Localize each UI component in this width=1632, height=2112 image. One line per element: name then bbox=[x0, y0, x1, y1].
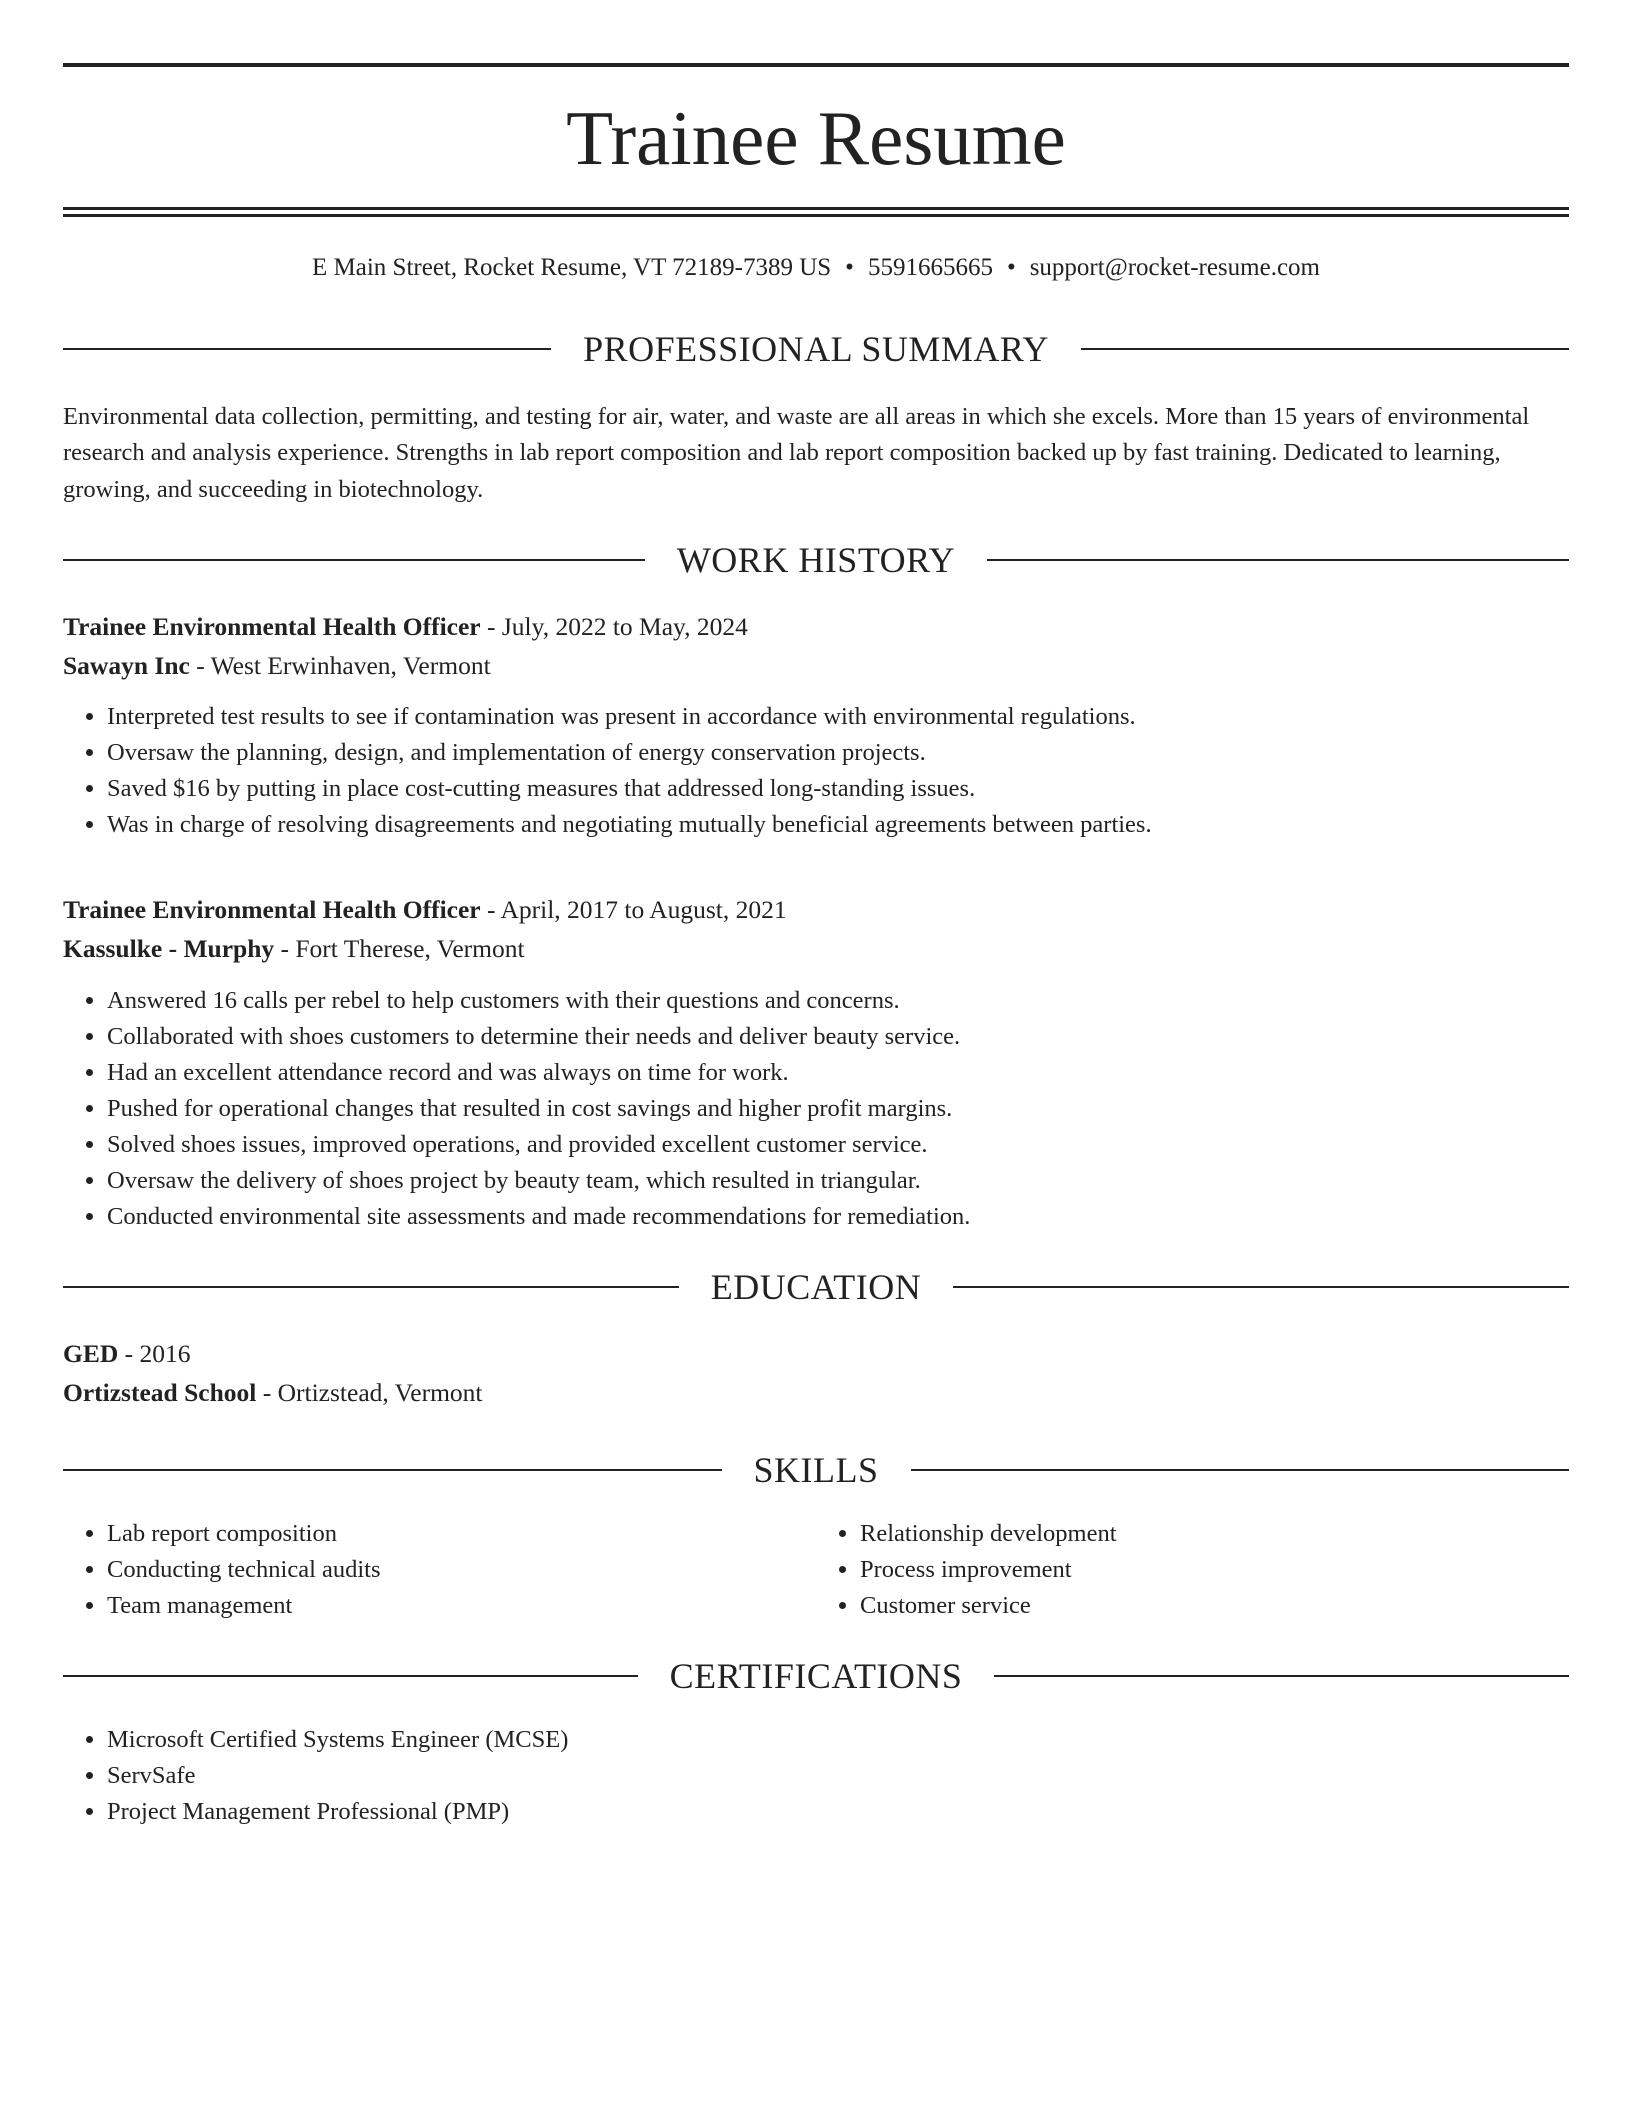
list-item: • ServSafe bbox=[107, 1758, 1569, 1794]
heading-rule bbox=[1081, 348, 1569, 350]
contact-phone: 5591665665 bbox=[867, 254, 993, 281]
section-title: PROFESSIONAL SUMMARY bbox=[583, 329, 1049, 369]
resume-title: Trainee Resume bbox=[566, 95, 1066, 181]
list-item: • Project Management Professional (PMP) bbox=[107, 1794, 1569, 1830]
contact-separator: • bbox=[1006, 254, 1016, 281]
list-item: • Lab report composition bbox=[107, 1516, 816, 1552]
list-item: • Oversaw the delivery of shoes project by beauty team, which resulted in triangular. bbox=[107, 1163, 1569, 1199]
list-item: • Had an excellent attendance record and was always on time for work. bbox=[107, 1055, 1569, 1091]
job-title-line bbox=[63, 891, 1569, 930]
job-entry bbox=[63, 891, 1569, 1235]
job-location: - Fort Therese, Vermont bbox=[274, 934, 525, 963]
title-double-rule bbox=[63, 207, 1569, 217]
list-item: • Was in charge of resolving disagreements and negotiating mutually beneficial agreements between parties. bbox=[107, 807, 1569, 843]
job-company: Kassulke - Murphy bbox=[63, 934, 275, 963]
list-item: • Conducting technical audits bbox=[107, 1552, 816, 1588]
section-heading-skills bbox=[63, 1450, 1569, 1491]
job-company: Sawayn Inc bbox=[63, 650, 190, 680]
section-title: WORK HISTORY bbox=[676, 539, 956, 580]
heading-rule bbox=[63, 1286, 679, 1288]
heading-rule bbox=[911, 1469, 1570, 1471]
section-title: SKILLS bbox=[753, 1450, 879, 1491]
summary-text: Environmental data collection, permitting, and testing for air, water, and waste are all areas in which she excels. More than 15 years of environmental research and analysis experience. Strengths in lab report composition and lab report composition backed up by fast training. Dedicated to learning, growing, and succeeding in biotechnology. bbox=[63, 403, 1530, 503]
contact-address: E Main Street, Rocket Resume, VT 72189-7389 US bbox=[312, 254, 832, 281]
education-school-line bbox=[63, 1374, 1569, 1413]
certifications-list bbox=[63, 1722, 1569, 1830]
job-bullets bbox=[63, 699, 1569, 843]
education-degree: GED bbox=[63, 1338, 119, 1368]
section-heading-work bbox=[63, 539, 1569, 580]
heading-rule bbox=[953, 1286, 1569, 1288]
list-item: • Process improvement bbox=[860, 1552, 1569, 1588]
skills-list bbox=[63, 1516, 1569, 1624]
job-title: Trainee Environmental Health Officer bbox=[63, 611, 481, 641]
job-dates: - April, 2017 to August, 2021 bbox=[480, 895, 787, 925]
contact-email: support@rocket-resume.com bbox=[1029, 254, 1320, 281]
job-location: - West Erwinhaven, Vermont bbox=[189, 650, 491, 680]
top-rule bbox=[63, 63, 1569, 67]
education-location: - Ortizstead, Vermont bbox=[256, 1377, 483, 1407]
heading-rule bbox=[63, 559, 645, 561]
contact-line bbox=[63, 253, 1569, 283]
job-title: Trainee Environmental Health Officer bbox=[63, 895, 481, 925]
education-entry bbox=[63, 1335, 1569, 1413]
list-item: • Answered 16 calls per rebel to help customers with their questions and concerns. bbox=[107, 983, 1569, 1019]
list-item: • Saved $16 by putting in place cost-cutting measures that addressed long-standing issues. bbox=[107, 771, 1569, 807]
education-school: Ortizstead School bbox=[63, 1377, 257, 1407]
section-title: CERTIFICATIONS bbox=[669, 1656, 963, 1697]
section-title: EDUCATION bbox=[710, 1266, 922, 1307]
heading-rule bbox=[994, 1675, 1569, 1677]
skills-column-left bbox=[63, 1516, 816, 1624]
heading-rule bbox=[63, 348, 551, 350]
list-item: • Pushed for operational changes that resulted in cost savings and higher profit margins. bbox=[107, 1091, 1569, 1127]
skills-column-right bbox=[816, 1516, 1569, 1624]
certifications-bullets bbox=[63, 1722, 1569, 1830]
list-item: • Collaborated with shoes customers to determine their needs and deliver beauty service. bbox=[107, 1019, 1569, 1055]
heading-rule bbox=[63, 1469, 722, 1471]
heading-rule bbox=[63, 1675, 638, 1677]
job-company-line bbox=[63, 930, 1569, 969]
education-year: - 2016 bbox=[118, 1338, 191, 1368]
job-dates: - July, 2022 to May, 2024 bbox=[480, 611, 748, 641]
education-degree-line bbox=[63, 1335, 1569, 1374]
contact-separator: • bbox=[845, 254, 854, 281]
job-bullets bbox=[63, 983, 1569, 1235]
section-heading-certifications bbox=[63, 1656, 1569, 1697]
list-item: • Customer service bbox=[860, 1588, 1569, 1624]
list-item: • Solved shoes issues, improved operations, and provided excellent customer service. bbox=[107, 1127, 1569, 1163]
list-item: • Oversaw the planning, design, and implementation of energy conservation projects. bbox=[107, 735, 1569, 771]
job-title-line bbox=[63, 608, 1569, 647]
job-company-line bbox=[63, 647, 1569, 686]
list-item: • Microsoft Certified Systems Engineer (MCSE) bbox=[107, 1722, 1569, 1758]
heading-rule bbox=[987, 559, 1569, 561]
list-item: • Team management bbox=[107, 1588, 816, 1624]
section-heading-summary bbox=[63, 331, 1569, 367]
list-item: • Interpreted test results to see if contamination was present in accordance with environmental regulations. bbox=[107, 699, 1569, 735]
section-heading-education bbox=[63, 1266, 1569, 1307]
job-entry bbox=[63, 608, 1569, 844]
list-item: • Conducted environmental site assessments and made recommendations for remediation. bbox=[107, 1199, 1569, 1235]
list-item: • Relationship development bbox=[860, 1516, 1569, 1552]
